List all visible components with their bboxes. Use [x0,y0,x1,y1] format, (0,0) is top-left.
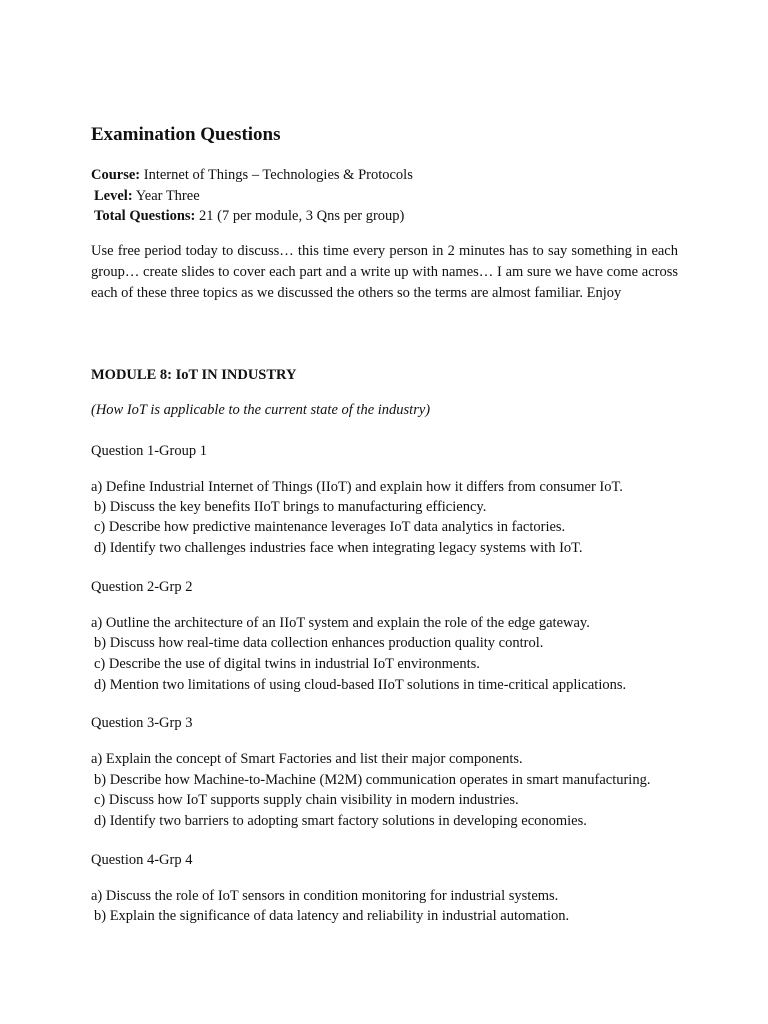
question-item: b) Discuss how real-time data collection enhances production quality control. [94,635,544,651]
question-item: b) Discuss the key benefits IIoT brings to manufacturing efficiency. [94,499,487,515]
module-heading: MODULE 8: IoT IN INDUSTRY [91,367,297,383]
question-item: a) Discuss the role of IoT sensors in condition monitoring for industrial systems. [91,888,559,904]
question-item: d) Identify two barriers to adopting smart factory solutions in developing economies. [94,813,587,829]
course-line [91,167,413,184]
total-questions-line [94,208,404,225]
question-item: a) Explain the concept of Smart Factories and list their major components. [91,751,523,767]
question-item: d) Mention two limitations of using cloud-based IIoT solutions in time-critical applications. [94,677,627,693]
course-value: Internet of Things – Technologies & Protocols [140,167,413,183]
question-item: c) Discuss how IoT supports supply chain visibility in modern industries. [94,792,519,808]
question-item: a) Outline the architecture of an IIoT system and explain the role of the edge gateway. [91,615,590,631]
level-line [94,188,200,205]
question-item: c) Describe how predictive maintenance leverages IoT data analytics in factories. [94,519,566,535]
question-item: b) Describe how Machine-to-Machine (M2M) communication operates in smart manufacturing. [94,772,651,788]
total-questions-value: 21 (7 per module, 3 Qns per group) [195,208,405,224]
course-label: Course: [91,167,141,183]
question-item: a) Define Industrial Internet of Things (IIoT) and explain how it differs from consumer IoT. [91,479,623,495]
module-subtitle: (How IoT is applicable to the current state of the industry) [91,402,431,418]
level-label: Level: [94,188,133,204]
question-item: c) Describe the use of digital twins in industrial IoT environments. [94,656,480,672]
question-heading: Question 2-Grp 2 [91,579,193,595]
document-title: Examination Questions [91,124,281,145]
question-item: d) Identify two challenges industries face when integrating legacy systems with IoT. [94,540,583,556]
total-questions-label: Total Questions: [94,208,196,224]
question-heading: Question 1-Group 1 [91,443,207,459]
question-item: b) Explain the significance of data latency and reliability in industrial automation. [94,908,570,924]
level-value: Year Three [132,188,200,204]
question-heading: Question 4-Grp 4 [91,852,193,868]
intro-paragraph: Use free period today to discuss… this time every person in 2 minutes has to say something in each group… create slides to cover each part and a write up with names… I am sure we have come across each of these three topics as we discussed the others so the terms are almost familiar. Enjoy [91,243,678,301]
question-heading: Question 3-Grp 3 [91,715,193,731]
